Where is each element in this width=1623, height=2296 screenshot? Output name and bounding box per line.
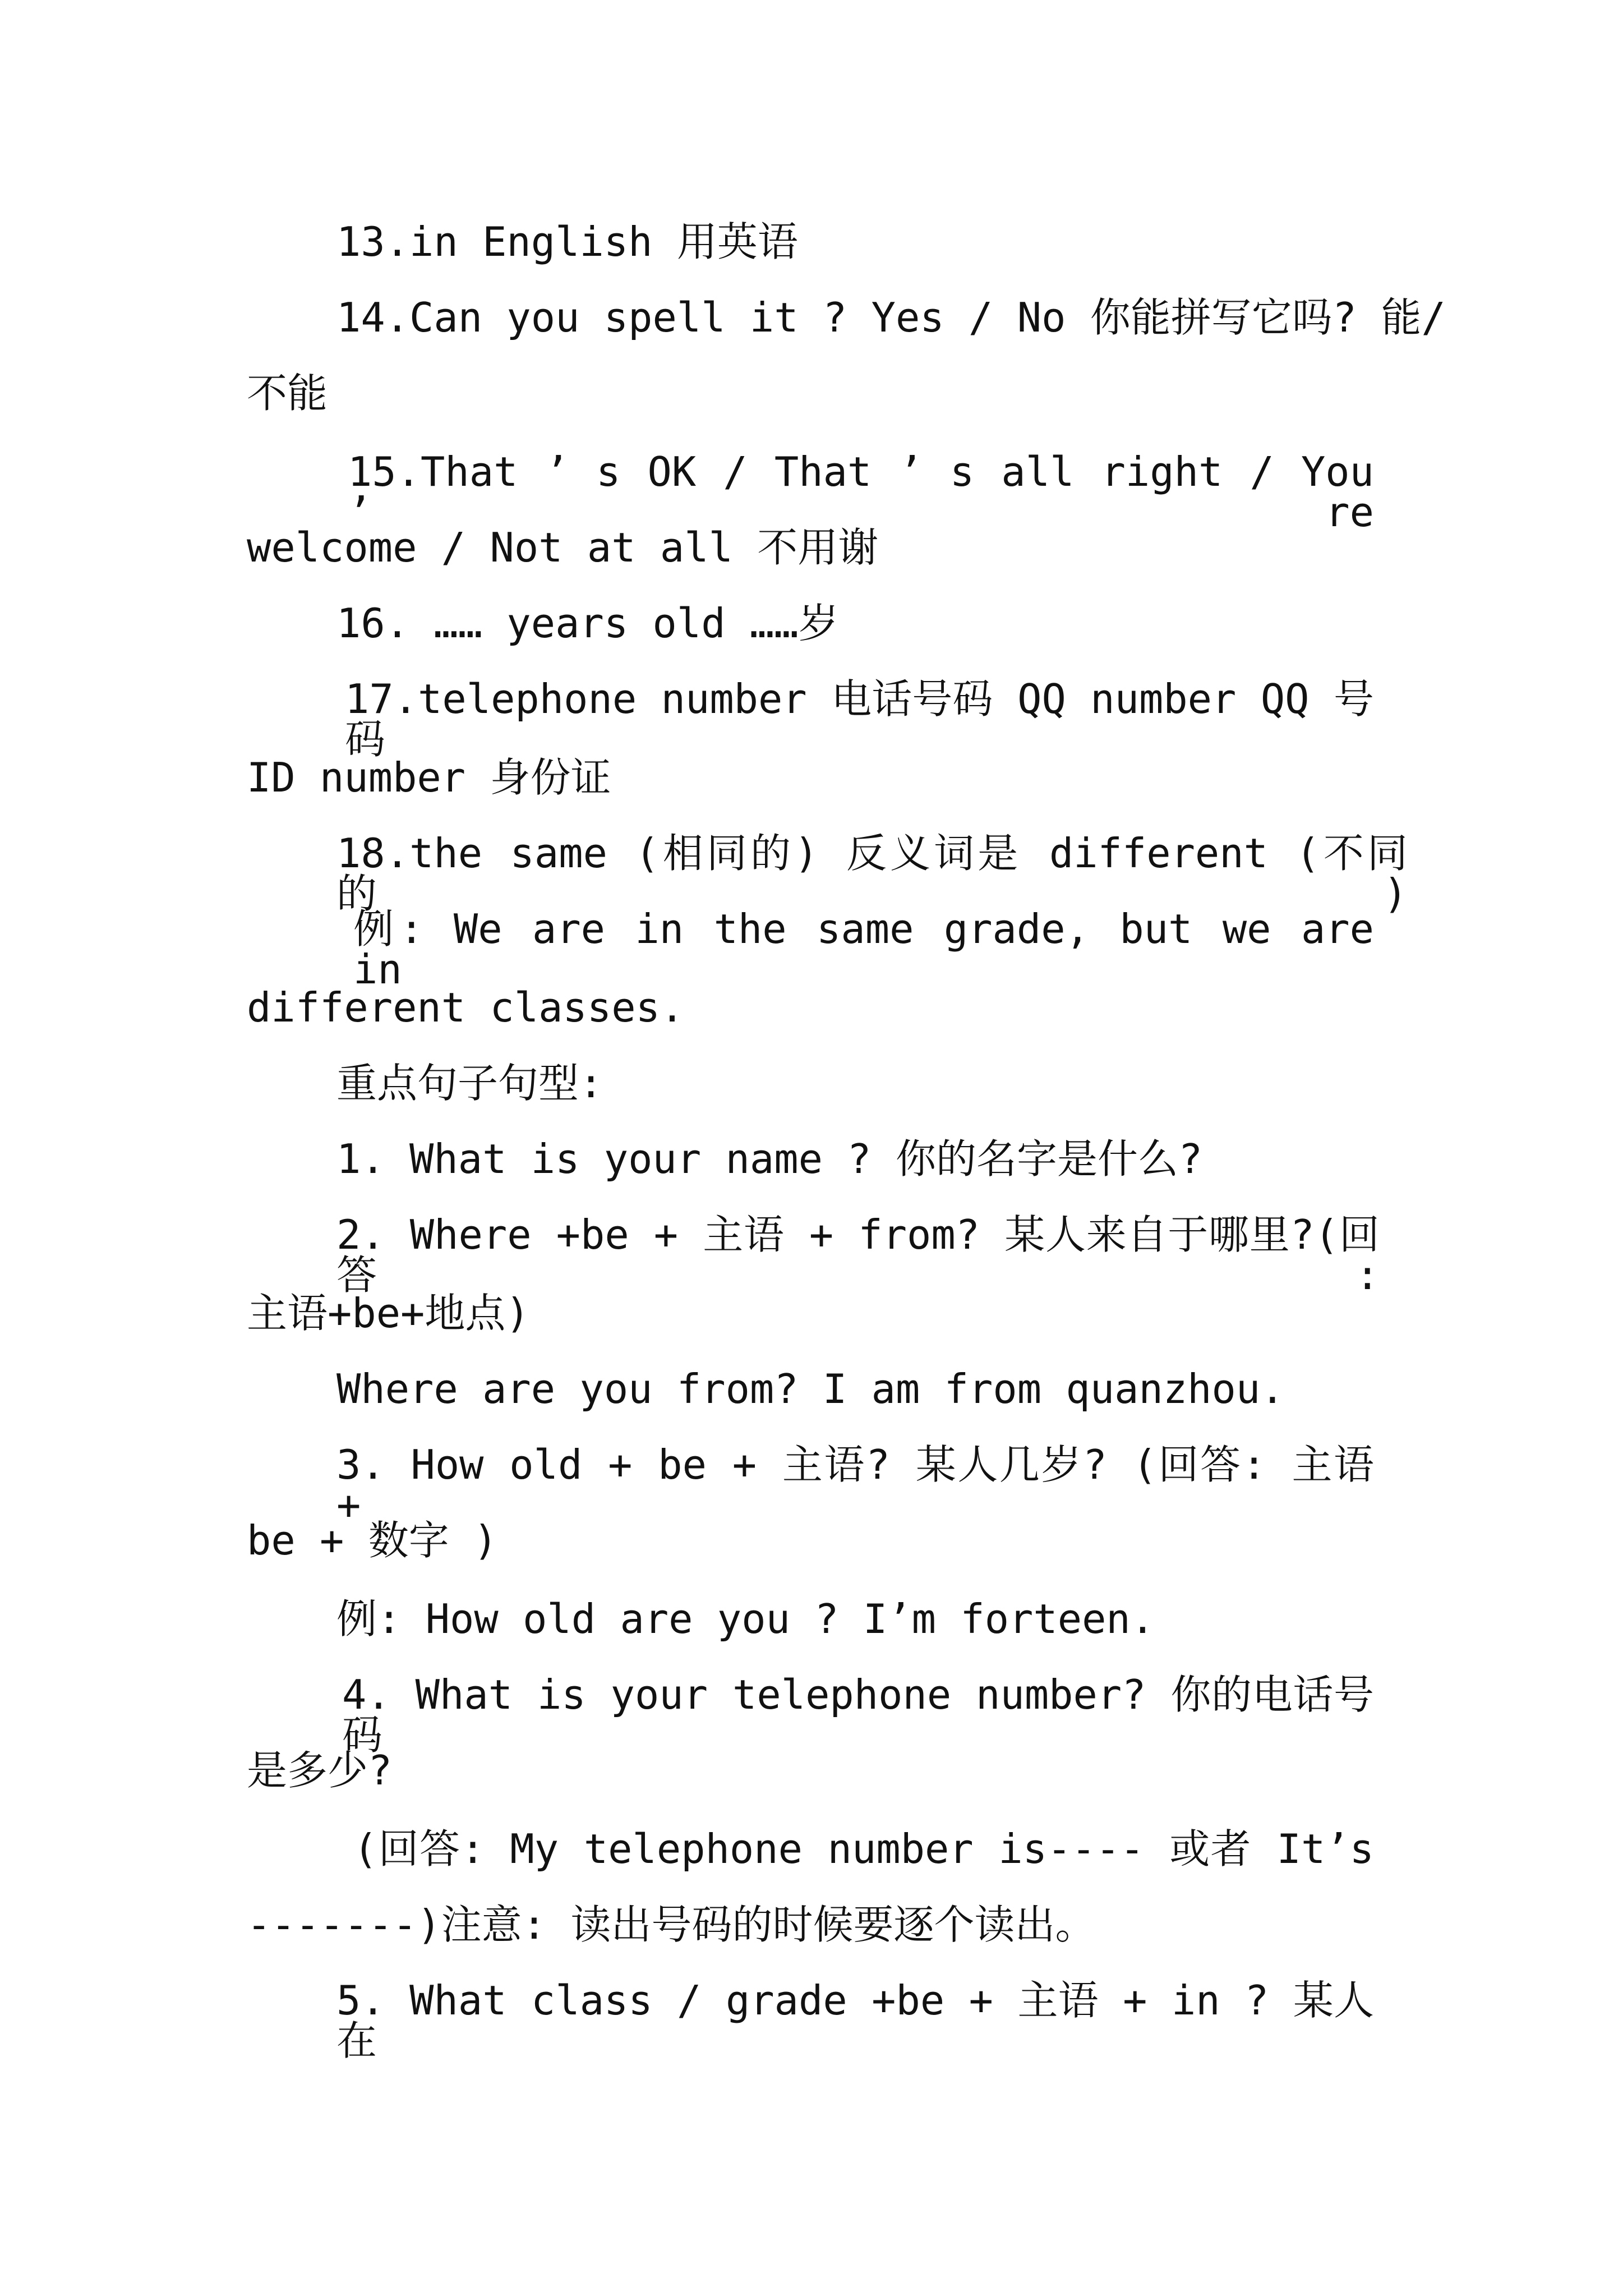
- text-line: different classes.: [247, 984, 685, 1031]
- text-line: 是多少?: [247, 1747, 393, 1794]
- text-line: 3. How old + be + 主语? 某人几岁? (回答: 主语 +: [336, 1441, 1374, 1529]
- text-line: 13.in English 用英语: [336, 218, 798, 265]
- text-line: 15.That ’ s OK / That ’ s all right / You ’ re: [348, 448, 1374, 536]
- text-line: Where are you from? I am from quanzhou.: [336, 1365, 1285, 1412]
- text-line: 14.Can you spell it ? Yes / No 你能拼写它吗? 能/: [336, 294, 1446, 341]
- text-line: 2. Where +be + 主语 + from? 某人来自于哪里?(回答:: [336, 1211, 1380, 1299]
- text-line: (回答: My telephone number is---- 或者 It’s: [353, 1825, 1374, 1872]
- text-line: 不能: [247, 370, 328, 417]
- text-line: 5. What class / grade +be + 主语 + in ? 某人在: [336, 1977, 1375, 2064]
- section-heading: 重点句子句型:: [336, 1060, 603, 1107]
- text-line: 1. What is your name ? 你的名字是什么?: [336, 1135, 1203, 1182]
- text-line: 例: We are in the same grade, but we are in: [353, 905, 1374, 993]
- text-line: welcome / Not at all 不用谢: [247, 524, 879, 571]
- text-line: 例: How old are you ? I’m forteen.: [336, 1595, 1155, 1642]
- text-line: -------)注意: 读出号码的时候要逐个读出。: [247, 1901, 1096, 1948]
- text-line: 16. …… years old ……岁: [336, 600, 839, 647]
- text-line: 18.the same (相同的) 反义词是 different (不同的): [336, 830, 1408, 917]
- text-line: 17.telephone number 电话号码 QQ number QQ 号码: [345, 675, 1374, 763]
- text-line: 4. What is your telephone number? 你的电话号码: [342, 1671, 1374, 1759]
- text-line: ID number 身份证: [247, 754, 611, 801]
- text-line: be + 数字 ): [247, 1517, 498, 1564]
- text-line: 主语+be+地点): [247, 1290, 530, 1337]
